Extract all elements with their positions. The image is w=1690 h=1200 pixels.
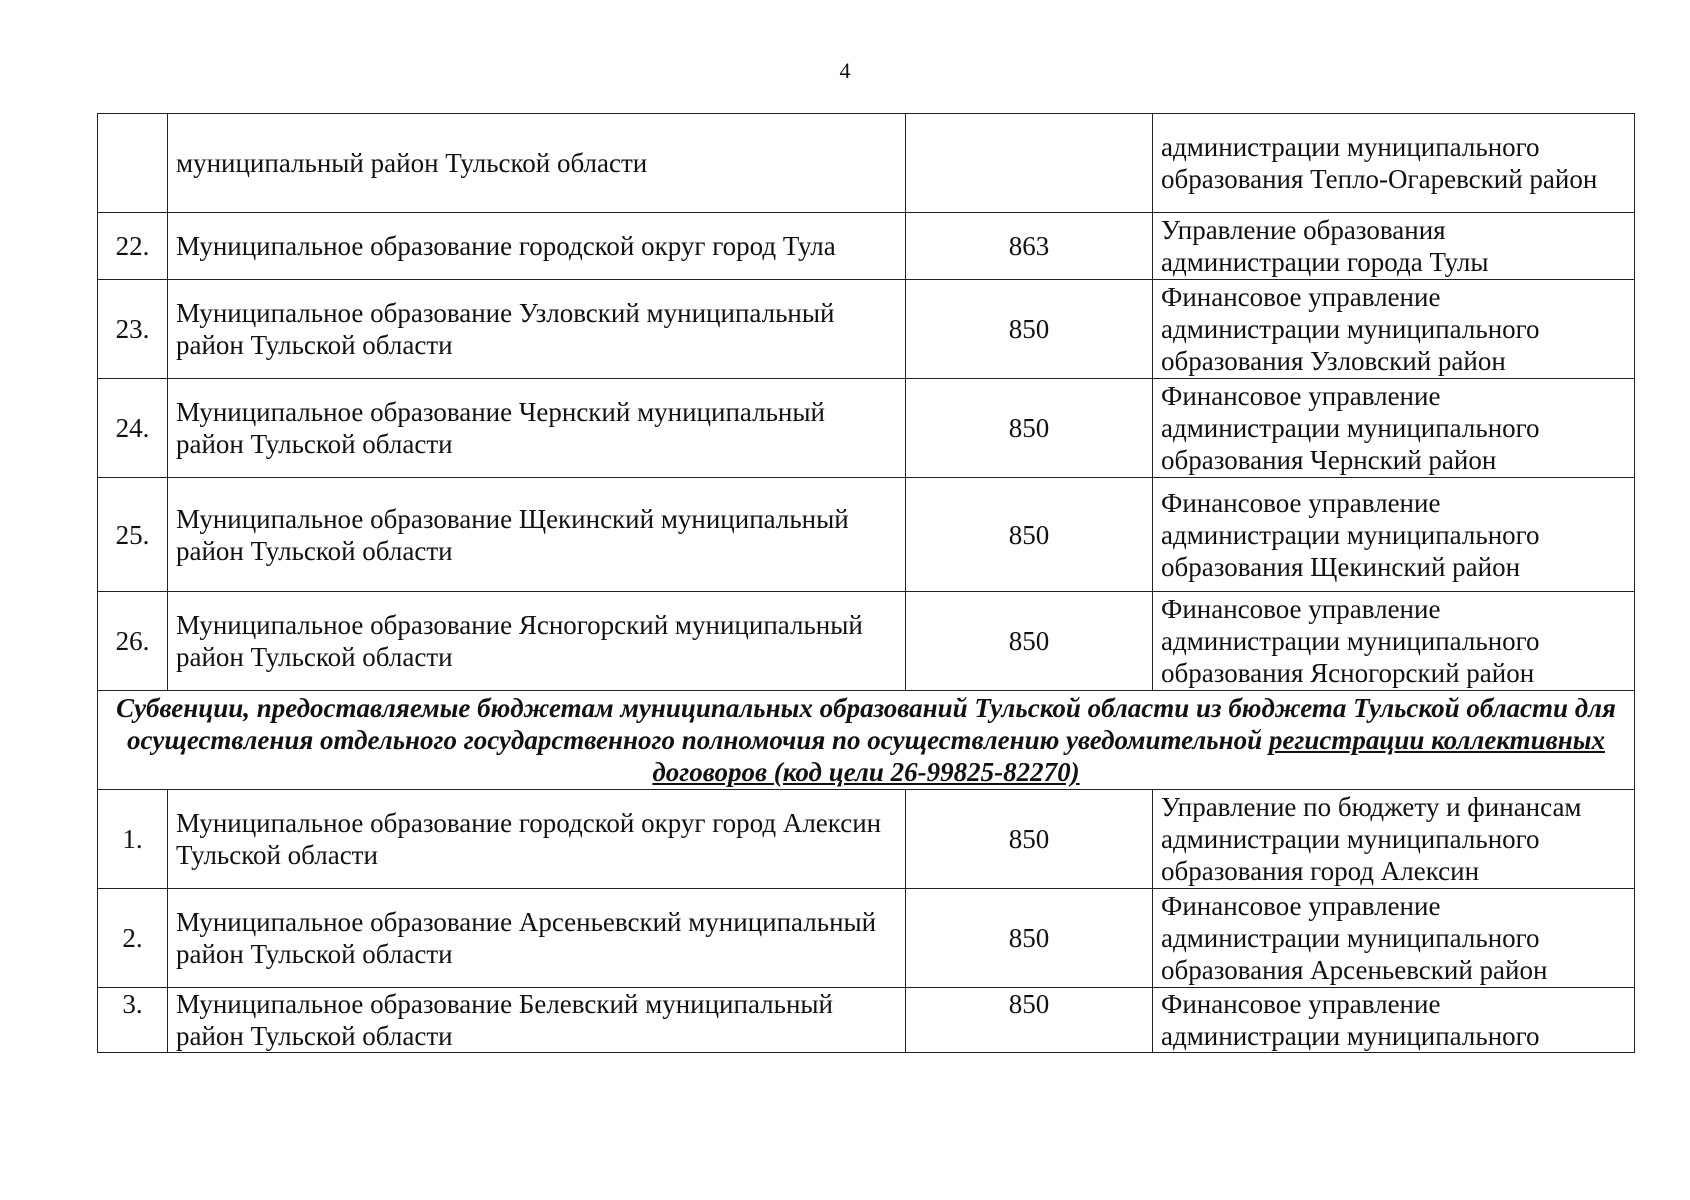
row-number: 3.: [98, 988, 168, 1053]
section-title: Субвенции, предоставляемые бюджетам муниципальных образований Тульской области из бюджета Тульской области для осуществления отдельного государственного полномочия по осуществлению уведомительной: [116, 693, 1616, 755]
table-row: [98, 988, 1635, 1053]
budget-code: 850: [906, 988, 1153, 1053]
authority-name: Финансовое управление администрации муниципального: [1153, 988, 1635, 1053]
municipality-name: муниципальный район Тульской области: [168, 114, 906, 213]
budget-code: 850: [906, 478, 1153, 592]
authority-name: Финансовое управление администрации муниципального образования Ясногорский район: [1153, 592, 1635, 691]
municipality-name: Муниципальное образование Белевский муниципальный район Тульской области: [168, 988, 906, 1053]
section-header-row: [98, 691, 1635, 790]
authority-name: администрации муниципального образования Тепло-Огаревский район: [1153, 114, 1635, 213]
table-row: [98, 280, 1635, 379]
municipality-name: Муниципальное образование Щекинский муниципальный район Тульской области: [168, 478, 906, 592]
municipality-name: Муниципальное образование Ясногорский муниципальный район Тульской области: [168, 592, 906, 691]
authority-name: Финансовое управление администрации муниципального образования Узловский район: [1153, 280, 1635, 379]
budget-code: 850: [906, 790, 1153, 889]
authority-name: Финансовое управление администрации муниципального образования Арсеньевский район: [1153, 889, 1635, 988]
budget-code: 850: [906, 889, 1153, 988]
row-number: [98, 114, 168, 213]
row-number: 24.: [98, 379, 168, 478]
row-number: 22.: [98, 213, 168, 280]
municipality-name: Муниципальное образование городской округ город Тула: [168, 213, 906, 280]
row-number: 25.: [98, 478, 168, 592]
section-header: [98, 691, 1635, 790]
municipality-name: Муниципальное образование городской округ город Алексин Тульской области: [168, 790, 906, 889]
municipality-name: Муниципальное образование Чернский муниципальный район Тульской области: [168, 379, 906, 478]
subsidy-table: [97, 113, 1635, 1053]
budget-code: 863: [906, 213, 1153, 280]
authority-name: Финансовое управление администрации муниципального образования Чернский район: [1153, 379, 1635, 478]
table-row: [98, 889, 1635, 988]
row-number: 2.: [98, 889, 168, 988]
municipality-name: Муниципальное образование Арсеньевский муниципальный район Тульской области: [168, 889, 906, 988]
authority-name: Финансовое управление администрации муниципального образования Щекинский район: [1153, 478, 1635, 592]
authority-name: Управление образования администрации города Тулы: [1153, 213, 1635, 280]
authority-name: Управление по бюджету и финансам администрации муниципального образования город Алексин: [1153, 790, 1635, 889]
table-row: [98, 592, 1635, 691]
table-row: [98, 790, 1635, 889]
budget-code: 850: [906, 280, 1153, 379]
table-row: [98, 213, 1635, 280]
budget-code: [906, 114, 1153, 213]
row-number: 1.: [98, 790, 168, 889]
row-number: 26.: [98, 592, 168, 691]
budget-code: 850: [906, 592, 1153, 691]
section-purpose-code: регистрации коллективных договоров (код цели 26-99825-82270): [652, 725, 1605, 787]
page-number: 4: [839, 58, 851, 83]
budget-code: 850: [906, 379, 1153, 478]
table-row: [98, 478, 1635, 592]
table-row-continuation: [98, 114, 1635, 213]
row-number: 23.: [98, 280, 168, 379]
municipality-name: Муниципальное образование Узловский муниципальный район Тульской области: [168, 280, 906, 379]
table-row: [98, 379, 1635, 478]
